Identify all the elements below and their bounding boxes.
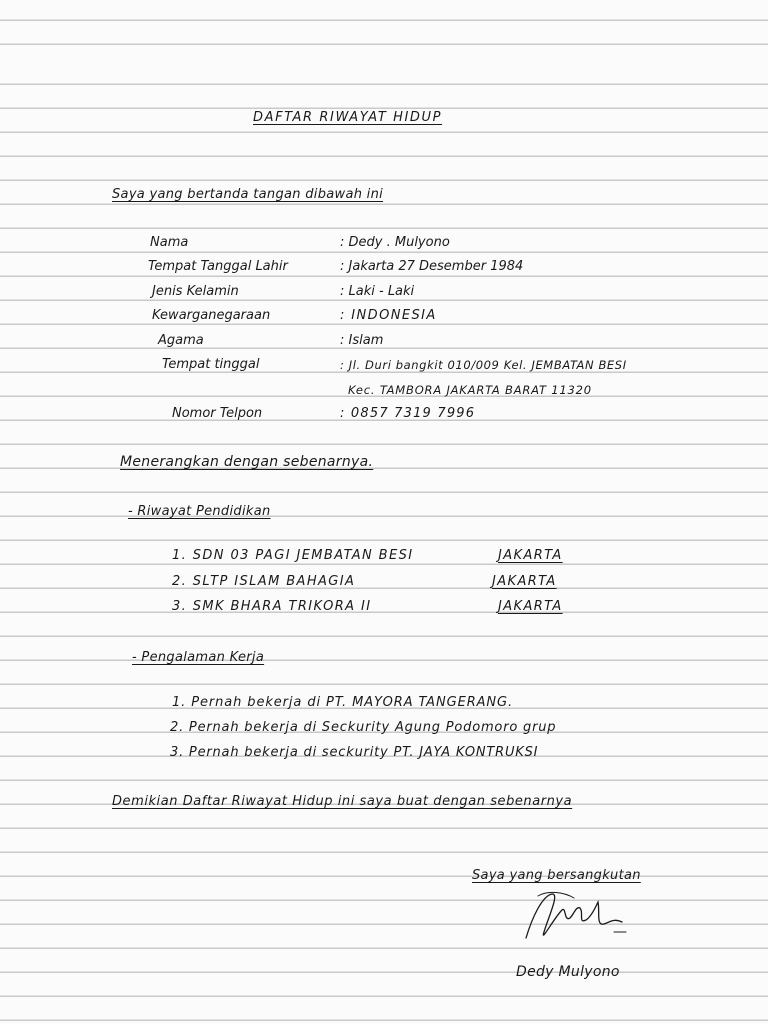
field-value-address-line2: Kec. TAMBORA JAKARTA BARAT 11320 [348,383,592,397]
work-item: 2. Pernah bekerja di Seckurity Agung Podomoro grup [170,720,557,735]
field-label-religion: Agama [158,333,204,348]
education-item-school: 2. SLTP ISLAM BAHAGIA [172,574,356,589]
field-label-phone: Nomor Telpon [172,406,263,421]
field-label-name: Nama [150,235,189,250]
work-item: 1. Pernah bekerja di PT. MAYORA TANGERANG. [172,695,514,710]
field-value-address: : Jl. Duri bangkit 010/009 Kel. JEMBATAN BESI [340,358,627,372]
field-value-religion: : Islam [340,333,384,348]
education-item-city: JAKARTA [498,548,563,563]
education-item-school: 3. SMK BHARA TRIKORA II [172,599,372,614]
intro-text: Saya yang bertanda tangan dibawah ini [112,187,384,202]
document-title: DAFTAR RIWAYAT HIDUP [253,110,443,125]
field-value-citizenship: : INDONESIA [340,308,437,323]
signature-scribble [518,888,628,948]
work-heading: - Pengalaman Kerja [132,650,265,665]
sign-off-text: Saya yang bersangkutan [472,868,641,883]
field-label-citizenship: Kewarganegaraan [152,308,271,323]
education-heading: - Riwayat Pendidikan [128,504,271,519]
field-label-birth: Tempat Tanggal Lahir [148,259,288,274]
field-value-phone: : 0857 7319 7996 [340,406,476,421]
signer-name: Dedy Mulyono [516,964,620,980]
closing-text: Demikian Daftar Riwayat Hidup ini saya buat dengan sebenarnya [112,794,573,809]
education-item-city: JAKARTA [492,574,557,589]
education-item-school: 1. SDN 03 PAGI JEMBATAN BESI [172,548,414,563]
field-value-name: : Dedy . Mulyono [340,235,450,250]
work-item: 3. Pernah bekerja di seckurity PT. JAYA KONTRUKSI [170,745,539,760]
field-value-birth: : Jakarta 27 Desember 1984 [340,259,524,274]
field-label-gender: Jenis Kelamin [152,284,239,299]
education-item-city: JAKARTA [498,599,563,614]
field-label-address: Tempat tinggal [162,357,260,372]
explain-text: Menerangkan dengan sebenarnya. [120,454,374,470]
field-value-gender: : Laki - Laki [340,284,415,299]
